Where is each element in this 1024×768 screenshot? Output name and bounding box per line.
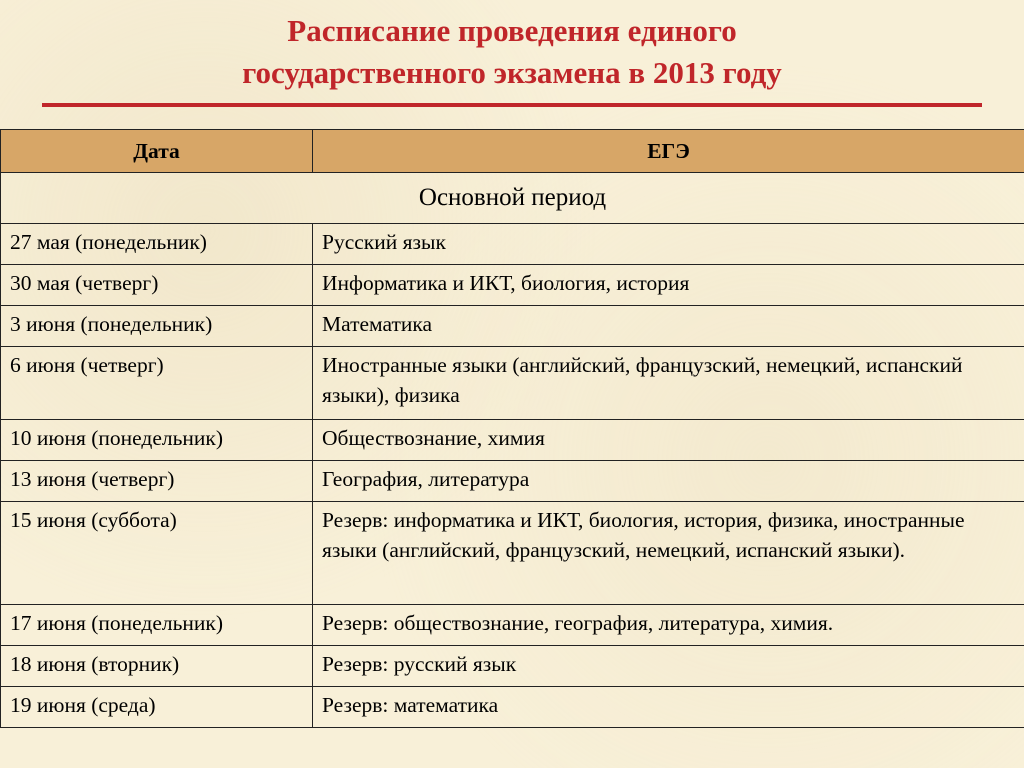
row-exam: Иностранные языки (английский, французский, немецкий, испанский языки), физика [313, 347, 1024, 420]
row-exam: Резерв: обществознание, география, литература, химия. [313, 605, 1024, 646]
row-exam: Резерв: русский язык [313, 646, 1024, 687]
table-row [1, 420, 1024, 461]
period-label: Основной период [1, 173, 1024, 224]
table-row [1, 687, 1024, 728]
table-row [1, 605, 1024, 646]
table-row [1, 461, 1024, 502]
table-row [1, 306, 1024, 347]
row-exam: Информатика и ИКТ, биология, история [313, 265, 1024, 306]
table-row [1, 646, 1024, 687]
row-exam: Резерв: математика [313, 687, 1024, 728]
row-exam: Русский язык [313, 224, 1024, 265]
page-title [0, 10, 1024, 94]
title-line-1: Расписание проведения единого [287, 13, 737, 48]
row-date: 3 июня (понедельник) [1, 306, 313, 347]
row-date: 15 июня (суббота) [1, 502, 313, 605]
exam-schedule-table [0, 129, 1024, 728]
row-date: 18 июня (вторник) [1, 646, 313, 687]
title-line-2: государственного экзамена в 2013 году [242, 55, 782, 90]
header-date: Дата [1, 130, 313, 173]
table-row [1, 347, 1024, 420]
table-header-row [1, 130, 1024, 173]
row-exam: География, литература [313, 461, 1024, 502]
row-date: 27 мая (понедельник) [1, 224, 313, 265]
row-exam: Математика [313, 306, 1024, 347]
table-row [1, 224, 1024, 265]
table-row [1, 502, 1024, 605]
row-date: 19 июня (среда) [1, 687, 313, 728]
period-row [1, 173, 1024, 224]
row-date: 30 мая (четверг) [1, 265, 313, 306]
row-date: 6 июня (четверг) [1, 347, 313, 420]
row-date: 10 июня (понедельник) [1, 420, 313, 461]
table-row [1, 265, 1024, 306]
title-underline [42, 103, 982, 107]
header-exam: ЕГЭ [313, 130, 1024, 173]
row-exam: Обществознание, химия [313, 420, 1024, 461]
row-date: 13 июня (четверг) [1, 461, 313, 502]
row-exam: Резерв: информатика и ИКТ, биология, история, физика, иностранные языки (английский, французский, немецкий, испанский языки). [313, 502, 1024, 605]
row-date: 17 июня (понедельник) [1, 605, 313, 646]
